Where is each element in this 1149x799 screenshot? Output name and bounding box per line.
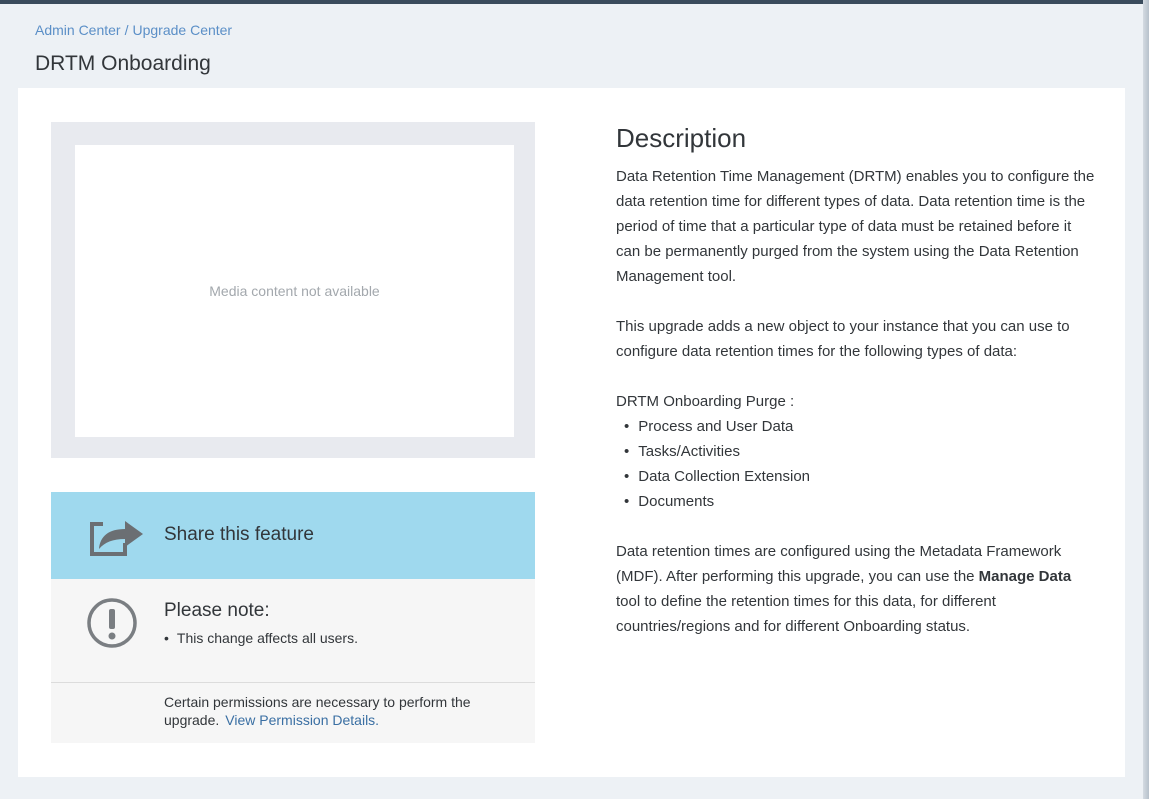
page-title: DRTM Onboarding (35, 52, 211, 75)
page-header (35, 21, 232, 77)
permissions-note (164, 693, 524, 729)
exclamation-circle-icon (86, 597, 138, 649)
note-divider (51, 682, 535, 683)
description-paragraph-1: Data Retention Time Management (DRTM) enables you to configure the data retention time for different types of data. Data retention time is the period of time that a particular type of data must be retained before it can be permanently purged from the system using the Data Retention Management tool. (616, 168, 1095, 285)
share-label: Share this feature (164, 524, 314, 545)
para3-after: tool to define the retention times for this data, for different countries/regions and for different Onboarding status. (616, 593, 996, 635)
manage-data-bold: Manage Data (978, 568, 1072, 585)
description-title: Description (616, 123, 747, 153)
purge-list-item: • Data Collection Extension (624, 464, 1096, 489)
description-paragraph-2: This upgrade adds a new object to your instance that you can use to configure data retention times for the following types of data: (616, 318, 1070, 360)
note-title: Please note: (164, 600, 270, 621)
purge-list-item: • Tasks/Activities (624, 439, 1096, 464)
view-permission-details-link[interactable]: View Permission Details. (225, 712, 380, 728)
breadcrumb (35, 21, 232, 39)
top-border (0, 0, 1149, 4)
purge-list (616, 414, 1096, 514)
breadcrumb-upgrade-center[interactable]: Upgrade Center (132, 22, 233, 38)
description-paragraph-3 (616, 539, 1096, 639)
note-item: • This change affects all users. (164, 629, 358, 647)
breadcrumb-separator: / (124, 22, 129, 38)
permissions-text: Certain permissions are necessary to perform the upgrade. (164, 694, 471, 728)
purge-list-item: • Process and User Data (624, 414, 1096, 439)
purge-list-item: • Documents (624, 489, 1096, 514)
description-section (616, 122, 1096, 639)
breadcrumb-admin-center[interactable]: Admin Center (35, 22, 121, 38)
share-icon (87, 512, 145, 558)
right-edge (1143, 0, 1149, 799)
note-panel (51, 579, 535, 743)
note-list (164, 629, 358, 647)
para3-before: Data retention times are configured using the Metadata Framework (MDF). After performing this upgrade, you can use the (616, 543, 1062, 585)
media-placeholder-text: Media content not available (209, 283, 380, 299)
content-card (18, 88, 1125, 777)
purge-list-heading: DRTM Onboarding Purge : (616, 393, 795, 410)
media-frame (51, 122, 535, 458)
media-placeholder (75, 145, 514, 437)
share-feature-button[interactable] (51, 492, 535, 579)
